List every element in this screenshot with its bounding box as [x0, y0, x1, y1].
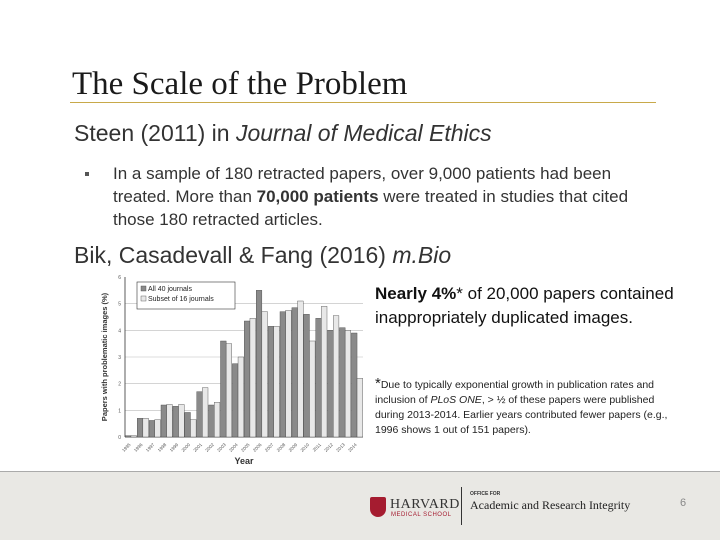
bar-all-2006	[256, 290, 262, 437]
bar-all-2002	[209, 405, 215, 437]
bar-subset-1998	[167, 404, 173, 437]
x-tick-label: 2005	[240, 442, 251, 453]
x-tick-label: 2007	[263, 442, 275, 453]
office-label: OFFICE FOR	[470, 491, 501, 497]
footer-divider	[461, 487, 462, 525]
bar-all-2013	[340, 328, 346, 437]
bullet-text-end: were treated in studies that cited those 180 retracted articles.	[113, 187, 629, 229]
bar-subset-2008	[286, 310, 292, 437]
bar-subset-2003	[226, 344, 232, 437]
bar-all-2009	[292, 308, 298, 437]
title-rule	[70, 102, 656, 103]
footnote	[375, 376, 685, 438]
bar-subset-2002	[214, 402, 220, 437]
bar-subset-2010	[309, 341, 315, 437]
bar-all-1997	[149, 420, 155, 437]
harvard-shield-icon	[370, 497, 386, 517]
bar-subset-2005	[250, 318, 256, 437]
bar-all-2000	[185, 412, 191, 437]
footnote-text: Due to typically exponential growth in publication rates and inclusion of	[375, 379, 655, 406]
y-axis-label: Papers with problematic images (%)	[100, 292, 109, 422]
bar-all-2008	[280, 312, 286, 437]
steen-bullet	[113, 162, 633, 231]
steen-heading	[74, 120, 492, 147]
y-tick-label: 3	[118, 355, 121, 361]
bullet-text: In a sample of 180 retracted papers, over 9,000 patients had been treated. More than	[113, 164, 612, 206]
x-tick-label: 2000	[180, 442, 192, 453]
y-tick-label: 4	[118, 328, 121, 335]
x-tick-label: 2001	[192, 442, 204, 453]
heading-text: Steen (2011) in	[74, 120, 236, 146]
bullet-bold: 70,000 patients	[256, 187, 379, 206]
bar-subset-1997	[155, 420, 161, 437]
bar-subset-2001	[202, 388, 208, 437]
bar-all-2004	[232, 364, 238, 437]
footnote-text-end: , > ½ of these papers were published during 2013-2014. Earlier years contributed fewer papers (e.g., 1996 shows 1 out of 151 papers).	[375, 394, 668, 436]
journal-name: Journal of Medical Ethics	[235, 120, 492, 146]
x-tick-label: 2003	[216, 442, 227, 453]
bar-all-1995	[125, 436, 131, 437]
x-tick-label: 2008	[275, 442, 287, 453]
legend-label: Subset of 16 journals	[148, 296, 214, 303]
bar-subset-1995	[131, 436, 137, 437]
legend-label: All 40 journals	[148, 286, 192, 293]
claim-rest: * of 20,000 papers contained inappropriately duplicated images.	[375, 284, 674, 327]
footnote-star: *	[375, 375, 381, 392]
page-number: 6	[680, 497, 687, 509]
bar-chart	[95, 268, 365, 468]
bar-all-2012	[328, 330, 334, 437]
slide-title: The Scale of the Problem	[72, 66, 408, 102]
bar-all-2003	[221, 341, 227, 437]
bar-subset-1999	[179, 404, 185, 437]
x-tick-label: 2006	[251, 442, 263, 453]
legend-swatch	[141, 296, 146, 301]
x-tick-label: 2010	[299, 442, 311, 453]
bar-subset-1996	[143, 418, 149, 437]
bar-subset-2012	[333, 316, 339, 437]
bullet-icon	[85, 172, 89, 176]
x-tick-label: 2014	[347, 442, 358, 453]
bar-subset-2000	[190, 420, 196, 437]
bar-all-1996	[137, 418, 143, 437]
bar-all-1999	[173, 406, 179, 437]
y-tick-label: 0	[118, 435, 121, 441]
x-tick-label: 2013	[335, 442, 346, 453]
x-tick-label: 2002	[204, 442, 215, 453]
bar-subset-2011	[321, 306, 327, 437]
bar-all-2007	[268, 326, 274, 437]
y-tick-label: 6	[118, 275, 121, 281]
bar-all-1998	[161, 405, 167, 437]
bar-subset-2009	[298, 301, 304, 437]
y-tick-label: 2	[118, 381, 121, 388]
journal-name: m.Bio	[392, 242, 452, 268]
bar-subset-2006	[262, 312, 268, 437]
office-name: Academic and Research Integrity	[470, 498, 631, 512]
footnote-italic: PLoS ONE	[430, 394, 482, 406]
claim-text	[375, 282, 675, 330]
y-tick-label: 5	[118, 301, 121, 308]
logo-sub: MEDICAL SCHOOL	[391, 512, 452, 518]
x-tick-label: 2004	[228, 442, 239, 453]
x-tick-label: 2012	[323, 442, 334, 453]
bar-all-2001	[197, 392, 203, 437]
heading-text: Bik, Casadevall & Fang (2016)	[74, 242, 393, 268]
y-tick-label: 1	[118, 408, 121, 415]
x-tick-label: 1998	[156, 442, 168, 453]
bar-all-2014	[351, 333, 357, 437]
bar-subset-2004	[238, 357, 244, 437]
claim-bold: Nearly 4%	[375, 284, 457, 303]
logo-name: HARVARD	[390, 497, 460, 512]
bar-subset-2014	[357, 378, 363, 437]
x-tick-label: 2009	[287, 442, 299, 453]
bar-all-2011	[316, 318, 322, 437]
x-tick-label: 1997	[144, 442, 156, 453]
x-tick-label: 1996	[132, 442, 144, 453]
bar-all-2005	[244, 321, 250, 437]
bar-all-2010	[304, 314, 310, 437]
x-axis-label: Year	[234, 456, 254, 466]
x-tick-label: 1999	[168, 442, 180, 453]
bar-subset-2007	[274, 326, 280, 437]
x-tick-label: 2011	[311, 442, 323, 453]
legend-swatch	[141, 286, 146, 291]
x-tick-label: 1995	[121, 442, 132, 453]
bar-subset-2013	[345, 330, 351, 437]
bik-heading	[74, 242, 451, 269]
